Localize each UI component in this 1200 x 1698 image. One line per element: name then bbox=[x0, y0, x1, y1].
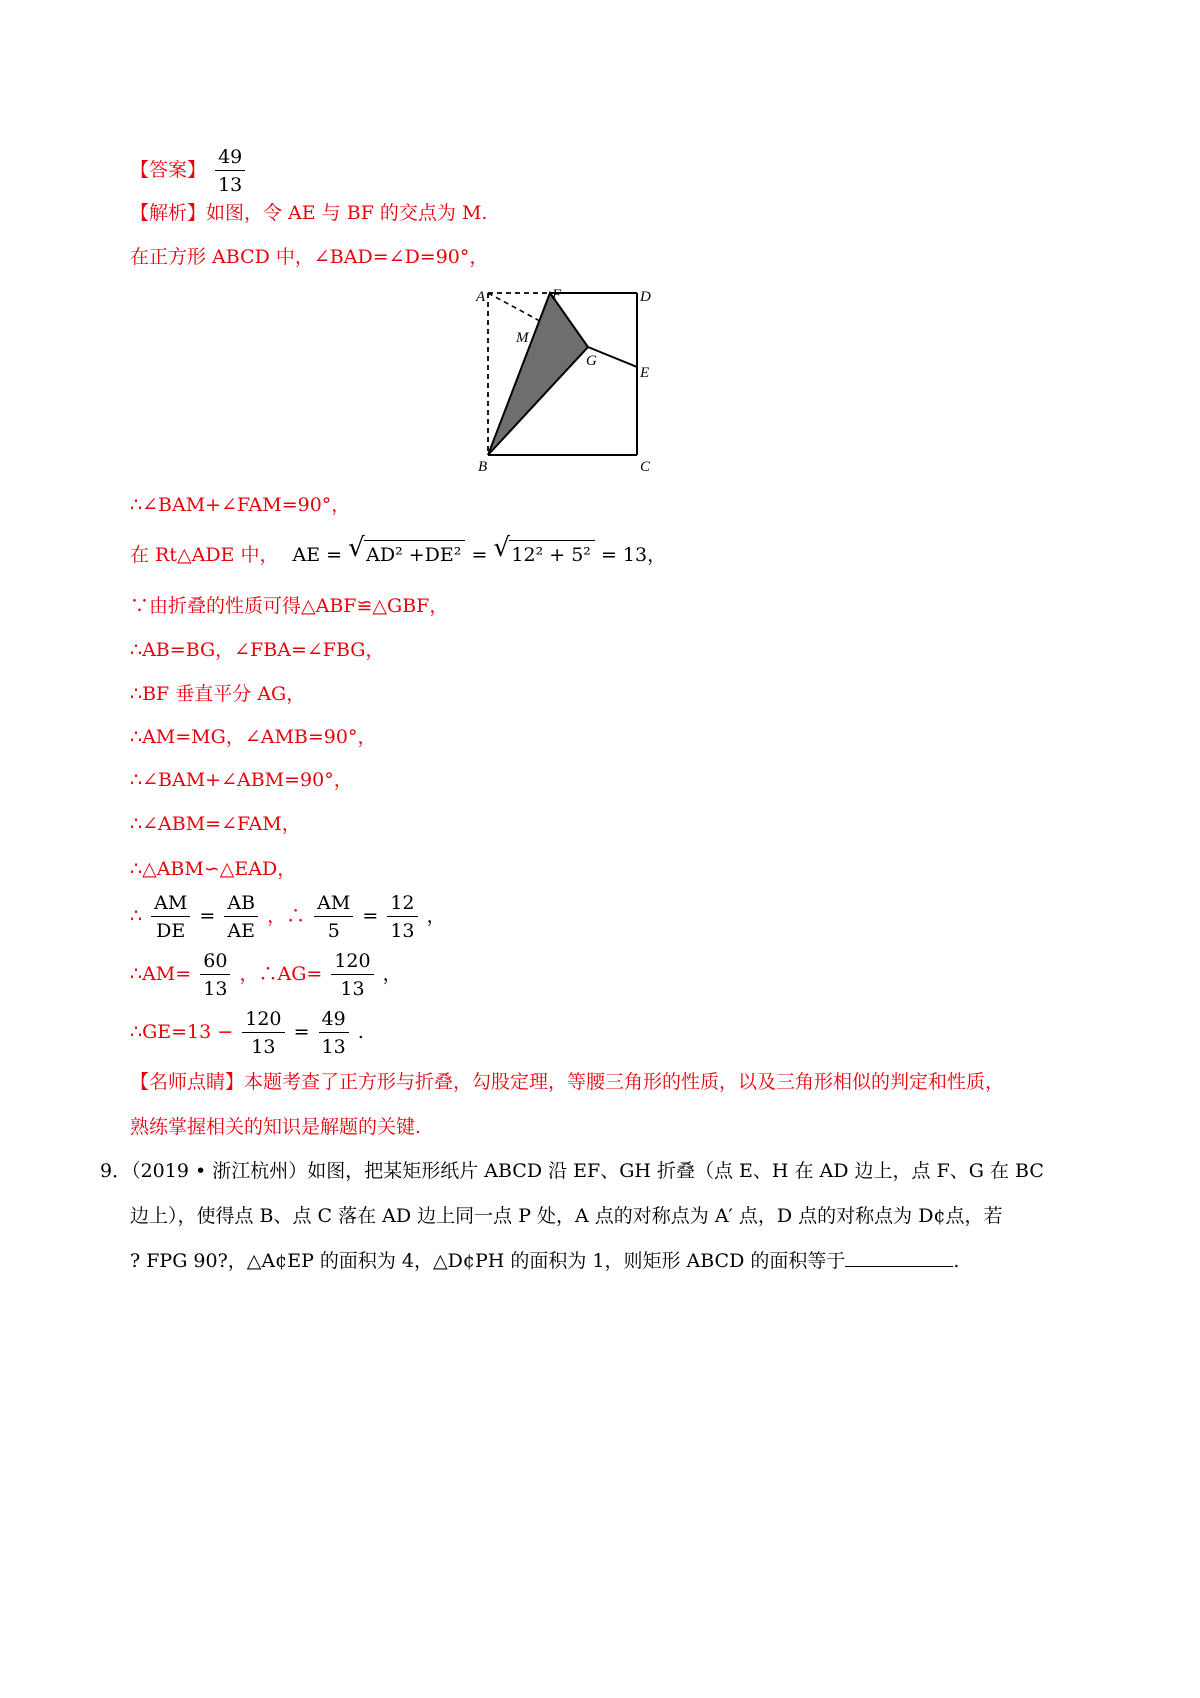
step-7: ∴∠BAM+∠ABM=90°， bbox=[130, 769, 353, 791]
fraction-120-13 bbox=[242, 1007, 284, 1059]
tip-label: 【名师点睛】 bbox=[130, 1071, 245, 1093]
denominator: 13 bbox=[390, 920, 415, 942]
geometry-figure bbox=[470, 285, 665, 475]
answer-blank[interactable] bbox=[845, 1248, 953, 1267]
step-3: ∵由折叠的性质可得△ABF≌△GBF， bbox=[130, 595, 449, 617]
fraction-am-de bbox=[151, 891, 190, 943]
sqrt-2 bbox=[493, 533, 595, 567]
fraction-120-13 bbox=[331, 949, 373, 1001]
step-8: ∴∠ABM=∠FAM， bbox=[130, 813, 301, 835]
numerator: 60 bbox=[200, 949, 230, 975]
step-12-end: . bbox=[357, 1021, 364, 1043]
step-11-end: ， bbox=[382, 963, 402, 985]
answer-row bbox=[130, 145, 248, 197]
step-5: ∴BF 垂直平分 AG， bbox=[130, 683, 306, 705]
sqrt-1 bbox=[348, 533, 465, 567]
fraction-am-5 bbox=[314, 891, 353, 943]
denominator: 13 bbox=[251, 1036, 276, 1058]
label-b: B bbox=[478, 459, 488, 475]
step-10-prefix: ∴ bbox=[130, 905, 143, 927]
analysis-line2: 在正方形 ABCD 中，∠BAD=∠D=90°， bbox=[130, 246, 489, 268]
label-c: C bbox=[640, 459, 651, 475]
step-11-sep: ，∴AG= bbox=[239, 963, 323, 985]
tip-row bbox=[130, 1070, 1004, 1094]
denominator: 13 bbox=[340, 978, 365, 1000]
step-4: ∴AB=BG，∠FBA=∠FBG， bbox=[130, 639, 385, 661]
fraction-ab-ae bbox=[224, 891, 258, 943]
numerator: 120 bbox=[242, 1007, 284, 1033]
numerator: AM bbox=[151, 891, 190, 917]
equals: = bbox=[199, 905, 216, 927]
question-9-line3-end: . bbox=[953, 1250, 960, 1272]
numerator: 12 bbox=[387, 891, 417, 917]
label-g: G bbox=[586, 353, 597, 369]
step-1: ∴∠BAM+∠FAM=90°， bbox=[130, 494, 351, 516]
label-m: M bbox=[516, 330, 529, 346]
answer-denominator: 13 bbox=[218, 174, 243, 196]
analysis-text: 如图，令 AE 与 BF 的交点为 M. bbox=[206, 202, 488, 224]
question-9-line3 bbox=[130, 1248, 959, 1273]
numerator: 120 bbox=[331, 949, 373, 975]
denominator: 5 bbox=[327, 920, 340, 942]
step-10 bbox=[130, 891, 446, 943]
fraction-12-13 bbox=[387, 891, 417, 943]
numerator: AB bbox=[224, 891, 258, 917]
analysis-label: 【解析】 bbox=[130, 202, 207, 224]
label-a: A bbox=[476, 289, 486, 305]
sqrt-1-radicand: AD² +DE² bbox=[364, 540, 465, 567]
step-12-prefix: ∴GE=13 − bbox=[130, 1021, 234, 1043]
radical-sign-icon: √ bbox=[493, 533, 510, 563]
sqrt-2-radicand: 12² + 5² bbox=[509, 540, 595, 567]
label-e: E bbox=[640, 365, 650, 381]
analysis-row bbox=[130, 201, 487, 225]
step-11 bbox=[130, 949, 402, 1001]
label-d: D bbox=[640, 289, 651, 305]
answer-numerator: 49 bbox=[215, 145, 245, 171]
step-2-equals: = bbox=[471, 544, 488, 566]
denominator: 13 bbox=[203, 978, 228, 1000]
question-9-line2: 边上），使得点 B、点 C 落在 AD 边上同一点 P 处，A 点的对称点为 A′ 点，D 点的对称点为 D¢点，若 bbox=[130, 1205, 1003, 1227]
denominator: DE bbox=[156, 920, 186, 942]
numerator: AM bbox=[314, 891, 353, 917]
step-12 bbox=[130, 1007, 364, 1059]
denominator: AE bbox=[227, 920, 255, 942]
step-9: ∴△ABM∽△EAD， bbox=[130, 858, 297, 880]
tip-line1: 本题考查了正方形与折叠，勾股定理，等腰三角形的性质，以及三角形相似的判定和性质， bbox=[244, 1071, 1005, 1093]
equals: = bbox=[362, 905, 379, 927]
answer-fraction bbox=[215, 145, 245, 197]
step-2-result: = 13， bbox=[600, 544, 667, 566]
answer-label: 【答案】 bbox=[130, 159, 207, 181]
fraction-49-13 bbox=[319, 1007, 349, 1059]
question-9-line1: 9．（2019 • 浙江杭州）如图，把某矩形纸片 ABCD 沿 EF、GH 折叠（点 E、H 在 AD 边上，点 F、G 在 BC bbox=[100, 1160, 1044, 1182]
tip-line2: 熟练掌握相关的知识是解题的关键. bbox=[130, 1116, 422, 1138]
step-2-prefix: 在 Rt△ADE 中， bbox=[130, 544, 279, 566]
step-11-prefix: ∴AM= bbox=[130, 963, 192, 985]
step-2 bbox=[130, 533, 667, 567]
label-f: F bbox=[552, 287, 562, 303]
step-6: ∴AM=MG，∠AMB=90°， bbox=[130, 726, 377, 748]
denominator: 13 bbox=[321, 1036, 346, 1058]
numerator: 49 bbox=[319, 1007, 349, 1033]
step-10-sep: ，∴ bbox=[267, 905, 306, 927]
step-2-lhs: AE = bbox=[292, 544, 343, 566]
step-10-end: ， bbox=[426, 905, 446, 927]
triangle-bfg bbox=[488, 293, 588, 455]
question-9-line3-text: ? FPG 90?，△A¢EP 的面积为 4，△D¢PH 的面积为 1，则矩形 ABCD 的面积等于 bbox=[130, 1250, 846, 1272]
fraction-60-13 bbox=[200, 949, 230, 1001]
equals: = bbox=[293, 1021, 310, 1043]
radical-sign-icon: √ bbox=[348, 533, 365, 563]
